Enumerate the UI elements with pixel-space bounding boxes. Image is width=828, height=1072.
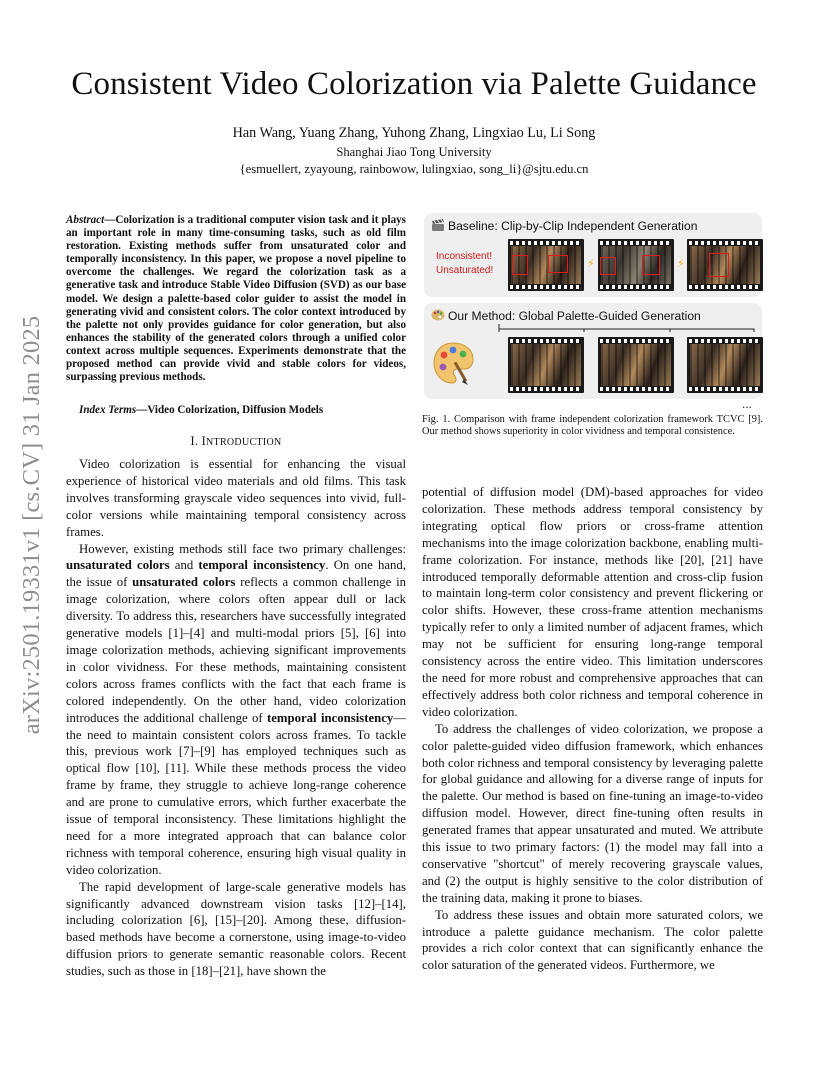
- right-column: [422, 484, 763, 974]
- abstract-label: Abstract: [66, 214, 105, 226]
- warning-line-2: Unsaturated!: [436, 265, 494, 276]
- paper-title: Consistent Video Colorization via Palette Guidance: [71, 66, 757, 102]
- intro-paragraph-1: Video colorization is essential for enhancing the visual experience of historical video materials and old films. This task involves transforming grayscale video sequences into vivid, full-color versions while maintaining temporal consistency across frames.: [66, 457, 406, 539]
- abstract: [66, 214, 406, 384]
- author-list: Han Wang, Yuang Zhang, Yuhong Zhang, Lingxiao Lu, Li Song: [232, 125, 596, 141]
- arxiv-stamp: [15, 290, 49, 760]
- baseline-panel: [424, 213, 762, 297]
- arxiv-stamp-text: arXiv:2501.19331v1 [cs.CV] 31 Jan 2025: [18, 315, 45, 735]
- author-emails: {esmuellert, zyayoung, rainbowow, lulingxiao, song_li}@sjtu.edu.cn: [239, 162, 589, 176]
- left-column: [66, 456, 406, 980]
- highlight-box: [512, 255, 528, 275]
- baseline-panel-title: Baseline: Clip-by-Clip Independent Generation: [448, 219, 698, 233]
- palette-icon: [433, 341, 475, 385]
- warning-label: [436, 250, 493, 278]
- section-title-initial: I: [201, 434, 207, 448]
- text-run: . On one hand, the issue of: [66, 558, 406, 590]
- our-method-panel-title: Our Method: Global Palette-Guided Generation: [448, 309, 701, 323]
- section-title-rest: NTRODUCTION: [206, 437, 282, 448]
- highlight-box: [600, 257, 616, 275]
- guidance-bracket: [498, 323, 756, 333]
- right-paragraph-1: potential of diffusion model (DM)-based approaches for video colorization. These methods address temporal consistency by integrating optical flow priors or cross-frame attention mechanisms into the image colorization backbone, enabling multi-frame colorization. For instance, methods like [20], [21] have introduced temporally deformable attention and cross-clip fusion to maintain long-term color consistency and prevent flickering or color shifts. However, these cross-frame attention mechanisms typically refer to only a limited number of adjacent frames, which may not be sufficient for ensuring long-range temporal consistency across the entire video. This limitation underscores the need for more robust and comprehensive approaches that can effectively address both color richness and temporal coherence in video colorization.: [422, 485, 763, 719]
- intro-paragraph-3: The rapid development of large-scale generative models has significantly advanced downstream vision tasks [12]–[14], including colorization [6], [15]–[20]. Among these, diffusion-based methods have become a cornerstone, using image-to-video diffusion priors to generate semantic reasonable colors. Recent studies, such as those in [18]–[21], have shown the: [66, 879, 406, 979]
- figure-1-caption: Fig. 1. Comparison with frame independent colorization framework TCVC [9]. Our method shows superiority in color vividness and temporal consistence.: [422, 414, 763, 438]
- film-clapper-icon: [431, 219, 445, 232]
- film-strip: [598, 337, 674, 393]
- text-run: —the need to maintain consistent colors across frames. To tackle this, previous work [7]–[9] has employed techniques such as optical flow [10], [11]. While these methods process the video frame by frame, they struggle to achieve long-range coherence and are prone to cumulative errors, which further exacerbate the issue of temporal inconsistency. These limitations highlight the need for a more integrated approach that can balance color richness with temporal coherence, ensuring high visual quality in video colorization.: [66, 710, 406, 877]
- film-strip: [508, 337, 584, 393]
- bold-term: unsaturated colors: [66, 558, 170, 573]
- warning-line-1: Inconsistent!: [436, 251, 493, 262]
- film-strip: [687, 239, 763, 291]
- film-strip: [687, 337, 763, 393]
- highlight-box: [642, 255, 660, 275]
- lightning-icon: ⚡: [677, 257, 685, 270]
- text-run: and: [169, 558, 199, 573]
- abstract-text: —Colorization is a traditional computer vision task and it plays an important role in many time-consuming tasks, such as old film restoration. Existing methods suffer from unsaturated color and temporally inconsistency. In this paper, we propose a novel pipeline to overcome the challenges. We regard the colorization task as a generative task and introduce Stable Video Diffusion (SVD) as our base model. We design a palette-based color guider to assist the model in generating vivid and consistent colors. The color context introduced by the palette not only provides guidance for color generation, but also enhances the stability of the generated colors through a unified color context across multiple sequences. Experiments demonstrate that the proposed method can provide vivid and stable colors for videos, surpassing previous methods.: [66, 214, 406, 384]
- bold-term: temporal inconsistency: [267, 710, 394, 725]
- bold-term: unsaturated colors: [132, 575, 236, 590]
- film-strip: [598, 239, 674, 291]
- palette-icon: [431, 309, 445, 321]
- section-numeral: I.: [190, 434, 199, 448]
- index-terms-text: —Video Colorization, Diffusion Models: [136, 404, 324, 416]
- film-strip: [508, 239, 584, 291]
- continuation-ellipsis: ...: [742, 397, 753, 411]
- lightning-icon: ⚡: [587, 257, 595, 270]
- highlight-box: [548, 255, 568, 273]
- index-terms-label: Index Terms: [79, 404, 137, 416]
- index-terms: [66, 404, 406, 417]
- right-paragraph-3: To address these issues and obtain more saturated colors, we introduce a palette guidance mechanism. The color palette provides a rich color context that can significantly enhance the color saturation of the generated videos. Furthermore, we: [422, 907, 763, 973]
- intro-paragraph-2: [66, 541, 406, 879]
- affiliation: Shanghai Jiao Tong University: [336, 145, 492, 159]
- right-paragraph-2: To address the challenges of video colorization, we propose a color palette-guided video diffusion framework, which enhances both color richness and temporal consistency by leveraging palette for global guidance and allowing for a diverse range of inputs for the palette. Our method is based on fine-tuning an image-to-video diffusion model. However, direct fine-tuning often results in generated frames that appear unsaturated and muted. We attribute this issue to two primary factors: (1) the model may fall into a conservative "shortcut" of merely recovering grayscale values, and (2) the output is highly sensitive to the color distribution of the training data, making it prone to biases.: [422, 721, 763, 905]
- our-method-panel: [424, 303, 762, 411]
- section-heading-introduction: [66, 434, 406, 449]
- text-run: reflects a common challenge in image colorization, where colors often appear dull or lack diversity. To address this, researchers have successfully integrated generative models [1]–[4] and multi-modal priors [5], [6] into image colorization methods, achieving significant improvements in color vividness. For these methods, maintaining consistent colors across frames conflicts with the fact that each frame is colored independently. On the other hand, video colorization introduces the additional challenge of: [66, 575, 406, 725]
- figure-1: [424, 213, 762, 411]
- text-run: However, existing methods still face two primary challenges:: [79, 541, 406, 556]
- bold-term: temporal inconsistency: [198, 558, 326, 573]
- highlight-box: [709, 253, 729, 277]
